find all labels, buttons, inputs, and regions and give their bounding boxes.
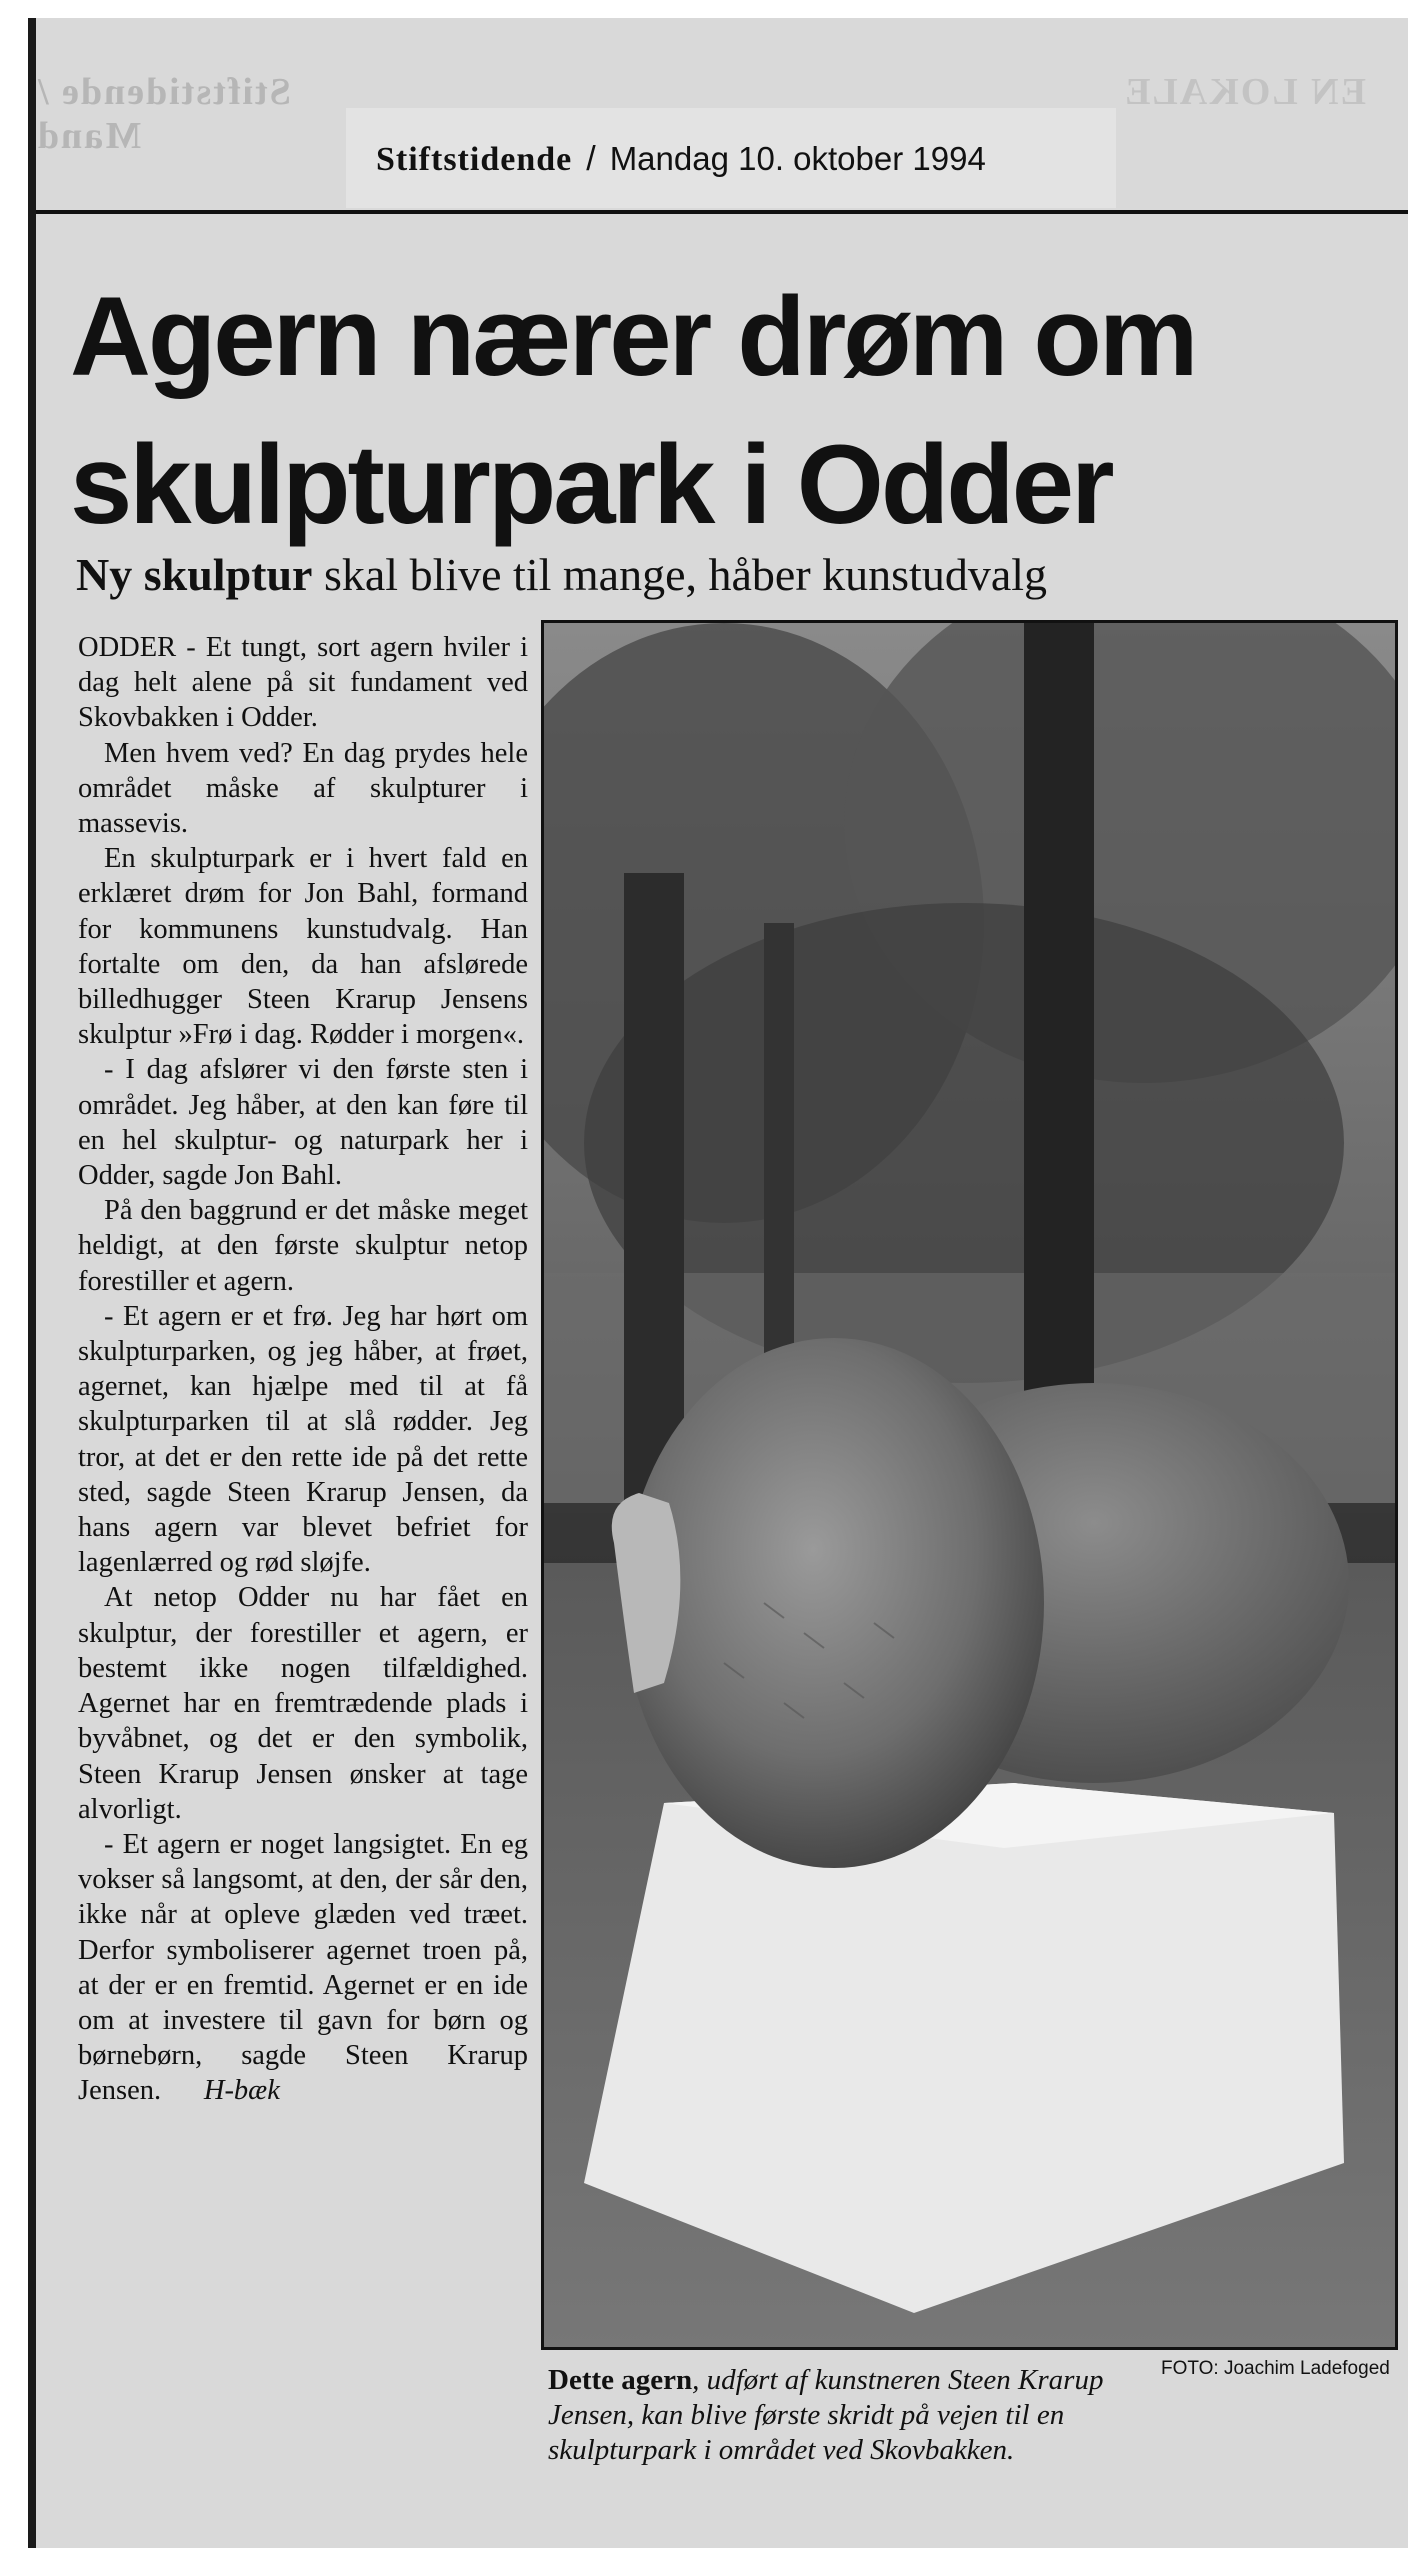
dateline: [376, 140, 986, 179]
article-paragraph-7: At netop Odder nu har fået en skulptur, der forestiller et agern, er bestemt ikke nogen tilfældighed. Agernet har en fremtrædende plads i byvåbnet, og det er den symbolik, Steen Krarup Jensen ønsker at tage alvorligt.: [78, 1582, 528, 1825]
article-paragraph-4: - I dag afslører vi den første sten i området. Jeg håber, at den kan føre til en hel skulptur- og naturpark her i Odder, sagde Jon Bahl.: [78, 1054, 528, 1192]
subheadline-rest: skal blive til mange, håber kunstudvalg: [312, 549, 1048, 600]
bleed-through-text-right: EN LOKALE: [1123, 71, 1366, 113]
dateline-separator: /: [586, 140, 596, 178]
article-body: [78, 630, 528, 2109]
photo-caption: [548, 2363, 1128, 2468]
article-paragraph-2: Men hvem ved? En dag prydes hele området måske af skulpturer i massevis.: [78, 737, 528, 840]
article-paragraph-1: ODDER - Et tungt, sort agern hviler i dag helt alene på sit fundament ved Skovbakken i Odder.: [78, 632, 528, 734]
article-paragraph-8-text: - Et agern er noget langsigtet. En eg vokser så langsomt, at den, der sår den, ikke når at opleve glæden ved træet. Derfor symboliserer agernet troen på, at der er en fremtid. Agernet er en ide om at investere til gavn for børn og børnebørn, sagde Steen Krarup Jensen.: [78, 1828, 528, 2107]
article-paragraph-3: En skulpturpark er i hvert fald en erklæret drøm for Jon Bahl, formand for kommunens kunstudvalg. Han fortalte om den, da han afslørede billedhugger Steen Krarup Jensens skulptur »Frø i dag. Rødder i morgen«.: [78, 843, 528, 1051]
header-rule: [36, 210, 1408, 214]
newspaper-clipping: [28, 18, 1408, 2548]
article-paragraph-6: - Et agern er et frø. Jeg har hørt om skulpturparken, og jeg håber, at frøet, agernet, kan hjælpe med til at få skulpturparken til at slå rødder. Jeg tror, at det er den rette ide på det rette sted, sagde Steen Krarup Jensen, da hans agern var blevet befriet for lagenlærred og rød sløjfe.: [78, 1300, 528, 1579]
article-paragraph-8: [78, 1827, 528, 2109]
headline: Agern nærer drøm om skulpturpark i Odder: [70, 274, 1196, 547]
sculpture-photo: [541, 620, 1398, 2350]
subheadline: [76, 548, 1047, 601]
publication-date: Mandag 10. oktober 1994: [609, 140, 986, 177]
photo-caption-lead: Dette agern: [548, 2364, 693, 2396]
photo-caption-rest: , udført af kunstneren Steen Krarup Jensen, kan blive første skridt på vejen til en skulpturpark i området ved Skovbakken.: [548, 2364, 1104, 2466]
photo-credit: FOTO: Joachim Ladefoged: [1161, 2358, 1390, 2379]
newspaper-name: Stiftstidende: [376, 141, 573, 178]
byline: H-bæk: [203, 2075, 280, 2107]
bleed-through-text-left: Stiftstidende / Mand: [36, 71, 291, 157]
acorn-sculpture-image: [544, 623, 1395, 2347]
article-paragraph-5: På den baggrund er det måske meget heldigt, at den første skulptur netop forestiller et agern.: [78, 1195, 528, 1297]
subheadline-lead: Ny skulptur: [76, 549, 313, 600]
